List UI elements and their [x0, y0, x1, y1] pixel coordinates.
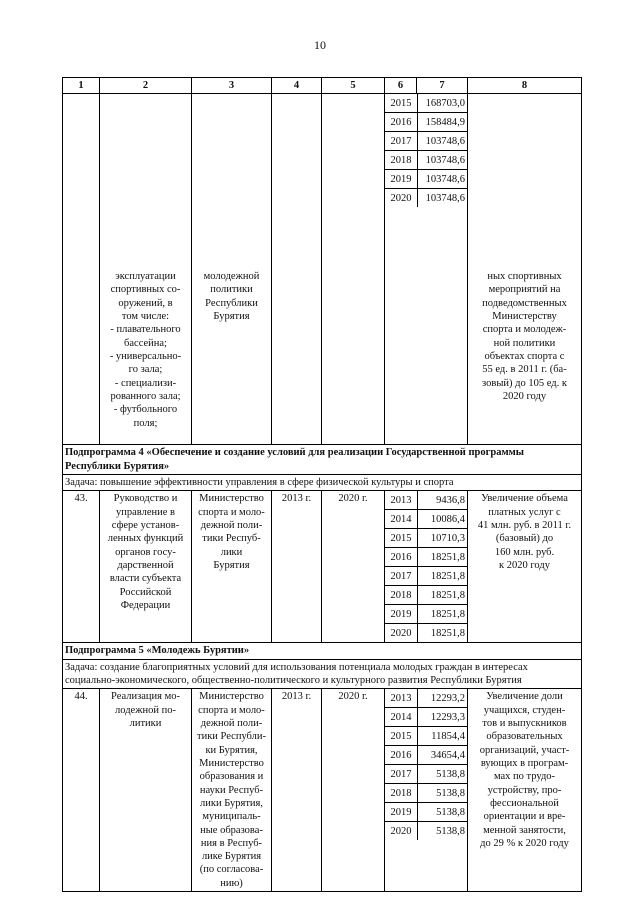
row43-year-row [385, 548, 467, 567]
row43-amount: 18251,8 [417, 567, 467, 585]
row44-year-row [385, 708, 467, 727]
row44-year-row [385, 689, 467, 708]
subprogram-5-title: Подпрограмма 5 «Молодежь Бурятии» [63, 643, 582, 659]
table-row-44 [63, 689, 582, 892]
row44-amount: 5138,8 [417, 822, 467, 840]
cont-year: 2019 [390, 173, 412, 185]
cont-amount: 168703,0 [417, 94, 467, 112]
col-header-4: 4 [272, 78, 322, 94]
row44-year-row [385, 822, 467, 840]
cont-year-row [385, 189, 467, 207]
row43-amount: 9436,8 [417, 491, 467, 509]
row43-amount: 18251,8 [417, 586, 467, 604]
row43-col8: Увеличение объема платных услуг с 41 млн. руб. в 2011 г. (базовый) до 160 млн. руб. к 2020 году [468, 491, 582, 643]
row44-start: 2013 г. [272, 689, 322, 892]
subprogram-5-task-row [63, 659, 582, 689]
row43-year: 2019 [390, 608, 412, 620]
row43-num: 43. [63, 491, 100, 643]
row43-amount: 10086,4 [417, 510, 467, 528]
row43-year: 2013 [390, 494, 412, 506]
row44-year: 2019 [390, 806, 412, 818]
page-number: 10 [314, 38, 326, 52]
row43-year: 2014 [390, 513, 412, 525]
row44-amount: 5138,8 [417, 803, 467, 821]
row44-amount: 5138,8 [417, 765, 467, 783]
row43-year-row [385, 624, 467, 642]
table-row-43 [63, 491, 582, 643]
row44-amount: 34654,4 [417, 746, 467, 764]
row44-col2: Реализация мо- лодежной по- литики [100, 689, 192, 892]
row43-year-row [385, 510, 467, 529]
row44-year: 2015 [390, 730, 412, 742]
row43-year: 2018 [390, 589, 412, 601]
row44-year: 2018 [390, 787, 412, 799]
row44-amount: 5138,8 [417, 784, 467, 802]
cont-col3 [192, 94, 272, 445]
subprogram-4-row [63, 445, 582, 475]
row44-years [385, 689, 468, 892]
col-header-5: 5 [322, 78, 385, 94]
cont-amount: 103748,6 [417, 151, 467, 169]
cont-year-row [385, 132, 467, 151]
program-table [62, 77, 582, 892]
row43-start: 2013 г. [272, 491, 322, 643]
col-header-8: 8 [468, 78, 582, 94]
row43-col2: Руководство и управление в сфере установ- ленных функций органов госу- дарственной власти субъекта Российской Федерации [100, 491, 192, 643]
row43-amount: 18251,8 [417, 624, 467, 642]
row43-year-row [385, 567, 467, 586]
cont-amount: 103748,6 [417, 170, 467, 188]
col-header-7: 7 [417, 78, 468, 94]
row44-amount: 12293,3 [417, 708, 467, 726]
row44-col3: Министерство спорта и моло- дежной поли- тики Республи- ки Бурятия, Министерство образования и науки Респуб- лики Бурятия, муниципаль- ные образова- ния в Респуб- лике Бурятия (по согласова- нию) [192, 689, 272, 892]
row44-year: 2014 [390, 711, 412, 723]
cont-year: 2015 [390, 97, 412, 109]
row44-amount: 11854,4 [417, 727, 467, 745]
row43-amount: 10710,3 [417, 529, 467, 547]
row43-amount: 18251,8 [417, 548, 467, 566]
row44-year-row [385, 803, 467, 822]
row43-year: 2015 [390, 532, 412, 544]
cont-col8 [468, 94, 582, 445]
row44-amount: 12293,2 [417, 689, 467, 707]
cont-col2-text: эксплуатации спортивных со- оружений, в том числе: - плавательного бассейна; - универсально- го зала; - специализи- рованного зала; - футбольного поля; [109, 270, 182, 429]
row44-year: 2013 [390, 692, 412, 704]
col-header-6: 6 [385, 78, 417, 94]
row43-year-row [385, 605, 467, 624]
row44-col8: Увеличение доли учащихся, студен- тов и выпускников образовательных организаций, участ- вующих в програм- мах по трудо- устройству, про- фессиональной ориентации и вре- менной занятости, до 29 % к 2020 году [468, 689, 582, 892]
cont-year-row [385, 151, 467, 170]
col-header-1: 1 [63, 78, 100, 94]
cont-col8-text: ных спортивных мероприятий на подведомственных Министерству спорта и молодеж- ной политики объектах спорта с 55 ед. в 2011 г. (ба- зовый) до 105 ед. к 2020 году [482, 270, 567, 402]
row44-year-row [385, 746, 467, 765]
cont-year: 2018 [390, 154, 412, 166]
subprogram-4-task: Задача: повышение эффективности управления в сфере физической культуры и спорта [63, 474, 582, 490]
row44-year: 2016 [390, 749, 412, 761]
row44-year: 2017 [390, 768, 412, 780]
row43-col3: Министерство спорта и моло- дежной поли- тики Респуб- лики Бурятия [192, 491, 272, 643]
col-header-2: 2 [100, 78, 192, 94]
cont-col3-text: молодежной политики Республики Бурятия [203, 270, 260, 322]
subprogram-5-task: Задача: создание благоприятных условий для использования потенциала молодых граждан в интересах социально-экономического, общественно-политического и культурного развития Республики Бурятия [63, 659, 582, 689]
cont-year-row [385, 170, 467, 189]
row44-year-row [385, 765, 467, 784]
row44-year: 2020 [390, 825, 412, 837]
cont-year: 2017 [390, 135, 412, 147]
cont-amount: 103748,6 [417, 189, 467, 207]
row43-amount: 18251,8 [417, 605, 467, 623]
cont-col2 [100, 94, 192, 445]
column-header-row [63, 78, 582, 94]
row43-year-row [385, 491, 467, 510]
col-header-3: 3 [192, 78, 272, 94]
subprogram-4-title: Подпрограмма 4 «Обеспечение и создание условий для реализации Государственной программы Республики Бурятия» [63, 445, 582, 475]
row43-year: 2016 [390, 551, 412, 563]
cont-year: 2016 [390, 116, 412, 128]
row43-year-row [385, 529, 467, 548]
row43-years [385, 491, 468, 643]
cont-years [385, 94, 468, 445]
row44-year-row [385, 727, 467, 746]
cont-year-row [385, 94, 467, 113]
row43-year-row [385, 586, 467, 605]
cont-year-row [385, 113, 467, 132]
subprogram-5-row [63, 643, 582, 659]
table-row-continued [63, 94, 582, 445]
row44-end: 2020 г. [322, 689, 385, 892]
cont-year: 2020 [390, 192, 412, 204]
cont-amount: 103748,6 [417, 132, 467, 150]
row44-year-row [385, 784, 467, 803]
row43-end: 2020 г. [322, 491, 385, 643]
row44-num: 44. [63, 689, 100, 892]
row43-year: 2017 [390, 570, 412, 582]
subprogram-4-task-row [63, 474, 582, 490]
cont-amount: 158484,9 [417, 113, 467, 131]
row43-year: 2020 [390, 627, 412, 639]
